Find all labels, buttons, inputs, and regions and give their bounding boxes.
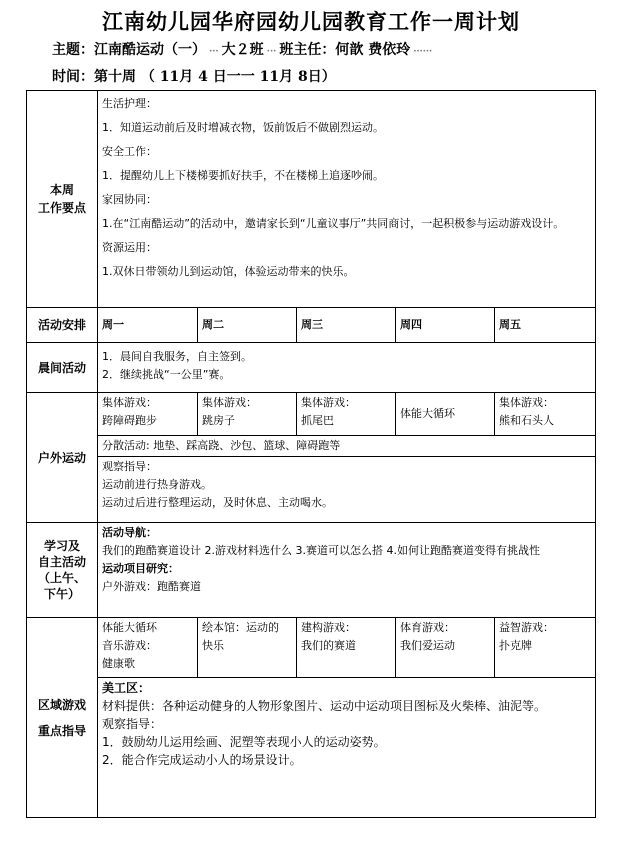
week-focus-content xyxy=(98,91,596,308)
area-mon: 体能大循环 音乐游戏： 健康歌 xyxy=(98,618,198,678)
project-title: 运动项目研究： xyxy=(102,562,179,575)
study-content xyxy=(98,523,596,618)
teacher-label: 班主任： xyxy=(279,42,336,58)
study-label: 学习及 自主活动 （上午、 下午） xyxy=(27,523,98,618)
art-materials: 材料提供：各种运动健身的人物形象图片、运动中运动项目图标及火柴棒、油泥等。 xyxy=(102,699,547,713)
outdoor-thu: 体能大循环 xyxy=(396,393,495,436)
focus-line: 生活护理： xyxy=(102,97,157,110)
outdoor-mon: 集体游戏： 跨障碍跑步 xyxy=(98,393,198,436)
time-value: 第十周 （ 11月 4 日一一 11月 8日） xyxy=(94,69,336,85)
art-title: 美工区： xyxy=(102,681,151,695)
morning-label: 晨间活动 xyxy=(27,343,98,393)
art-observe-title: 观察指导： xyxy=(102,717,163,731)
art-observe-1: 1．鼓励幼儿运用绘画、泥塑等表现小人的运动姿势。 xyxy=(102,735,386,749)
focus-line: 资源运用： xyxy=(102,241,157,254)
row-area-cells xyxy=(27,618,596,678)
theme-label: 主题： xyxy=(52,42,94,58)
focus-line: 1.双休日带领幼儿到运动馆，体验运动带来的快乐。 xyxy=(102,265,355,278)
class-name: 大２班 xyxy=(221,42,264,58)
outdoor-label: 户外运动 xyxy=(27,393,98,523)
focus-line: 1．知道运动前后及时增减衣物，饭前饭后不做剧烈运动。 xyxy=(102,121,384,134)
theme-value: 江南酷运动（一） xyxy=(94,42,206,58)
day-friday: 周五 xyxy=(495,308,596,343)
time-label: 时间： xyxy=(52,69,94,85)
row-outdoor-observe xyxy=(27,457,596,523)
day-tuesday: 周二 xyxy=(198,308,297,343)
morning-content xyxy=(98,343,596,393)
schedule-label: 活动安排 xyxy=(27,308,98,343)
outdoor-wed: 集体游戏： 抓尾巴 xyxy=(297,393,396,436)
row-schedule xyxy=(27,308,596,343)
area-fri: 益智游戏： 扑克牌 xyxy=(495,618,596,678)
guide-title: 活动导航： xyxy=(102,526,157,539)
area-art-content xyxy=(98,678,596,818)
row-morning xyxy=(27,343,596,393)
focus-line: 安全工作： xyxy=(102,145,157,158)
outdoor-fri: 集体游戏： 熊和石头人 xyxy=(495,393,596,436)
teacher-names: 何歆 费依玲 xyxy=(335,42,411,58)
art-observe-2: 2．能合作完成运动小人的场景设计。 xyxy=(102,753,302,767)
day-wednesday: 周三 xyxy=(297,308,396,343)
area-tue: 绘本馆：运动的 快乐 xyxy=(198,618,297,678)
week-focus-label: 本周 工作要点 xyxy=(27,91,98,308)
row-week-focus xyxy=(27,91,596,308)
area-wed: 建构游戏： 我们的赛道 xyxy=(297,618,396,678)
area-thu: 体育游戏： 我们爱运动 xyxy=(396,618,495,678)
morning-line: 2．继续挑战“一公里”赛。 xyxy=(102,368,231,381)
day-monday: 周一 xyxy=(98,308,198,343)
row-outdoor-scattered xyxy=(27,436,596,457)
focus-line: 1．提醒幼儿上下楼梯要抓好扶手，不在楼梯上追逐吵闹。 xyxy=(102,169,384,182)
morning-line: 1．晨间自我服务，自主签到。 xyxy=(102,350,252,363)
plan-table xyxy=(26,90,596,818)
guide-text: 我们的跑酷赛道设计 2.游戏材料选什么 3.赛道可以怎么搭 4.如何让跑酷赛道变得有挑战性 xyxy=(102,544,540,557)
project-text: 户外游戏：跑酷赛道 xyxy=(102,580,201,593)
time-line xyxy=(52,66,336,86)
day-thursday: 周四 xyxy=(396,308,495,343)
outdoor-tue: 集体游戏： 跳房子 xyxy=(198,393,297,436)
page-title: 江南幼儿园华府园幼儿园教育工作一周计划 xyxy=(102,9,520,34)
focus-line: 家园协同： xyxy=(102,193,157,206)
row-outdoor-group xyxy=(27,393,596,436)
focus-line: 1.在“江南酷运动”的活动中，邀请家长到“儿童议事厅”共同商讨，一起积极参与运动游戏设计。 xyxy=(102,217,565,230)
outdoor-observe: 观察指导： 运动前进行热身游戏。 运动过后进行整理运动，及时休息、主动喝水。 xyxy=(98,457,596,523)
area-label: 区域游戏 重点指导 xyxy=(27,618,98,818)
theme-line: 主题：江南酷运动（一） ··· 大２班 ··· 班主任：何歆 费依玲 ······ xyxy=(52,42,433,58)
row-study xyxy=(27,523,596,618)
outdoor-scattered: 分散活动: 地垫、踩高跷、沙包、篮球、障碍跑等 xyxy=(98,436,596,457)
row-area-art xyxy=(27,678,596,818)
